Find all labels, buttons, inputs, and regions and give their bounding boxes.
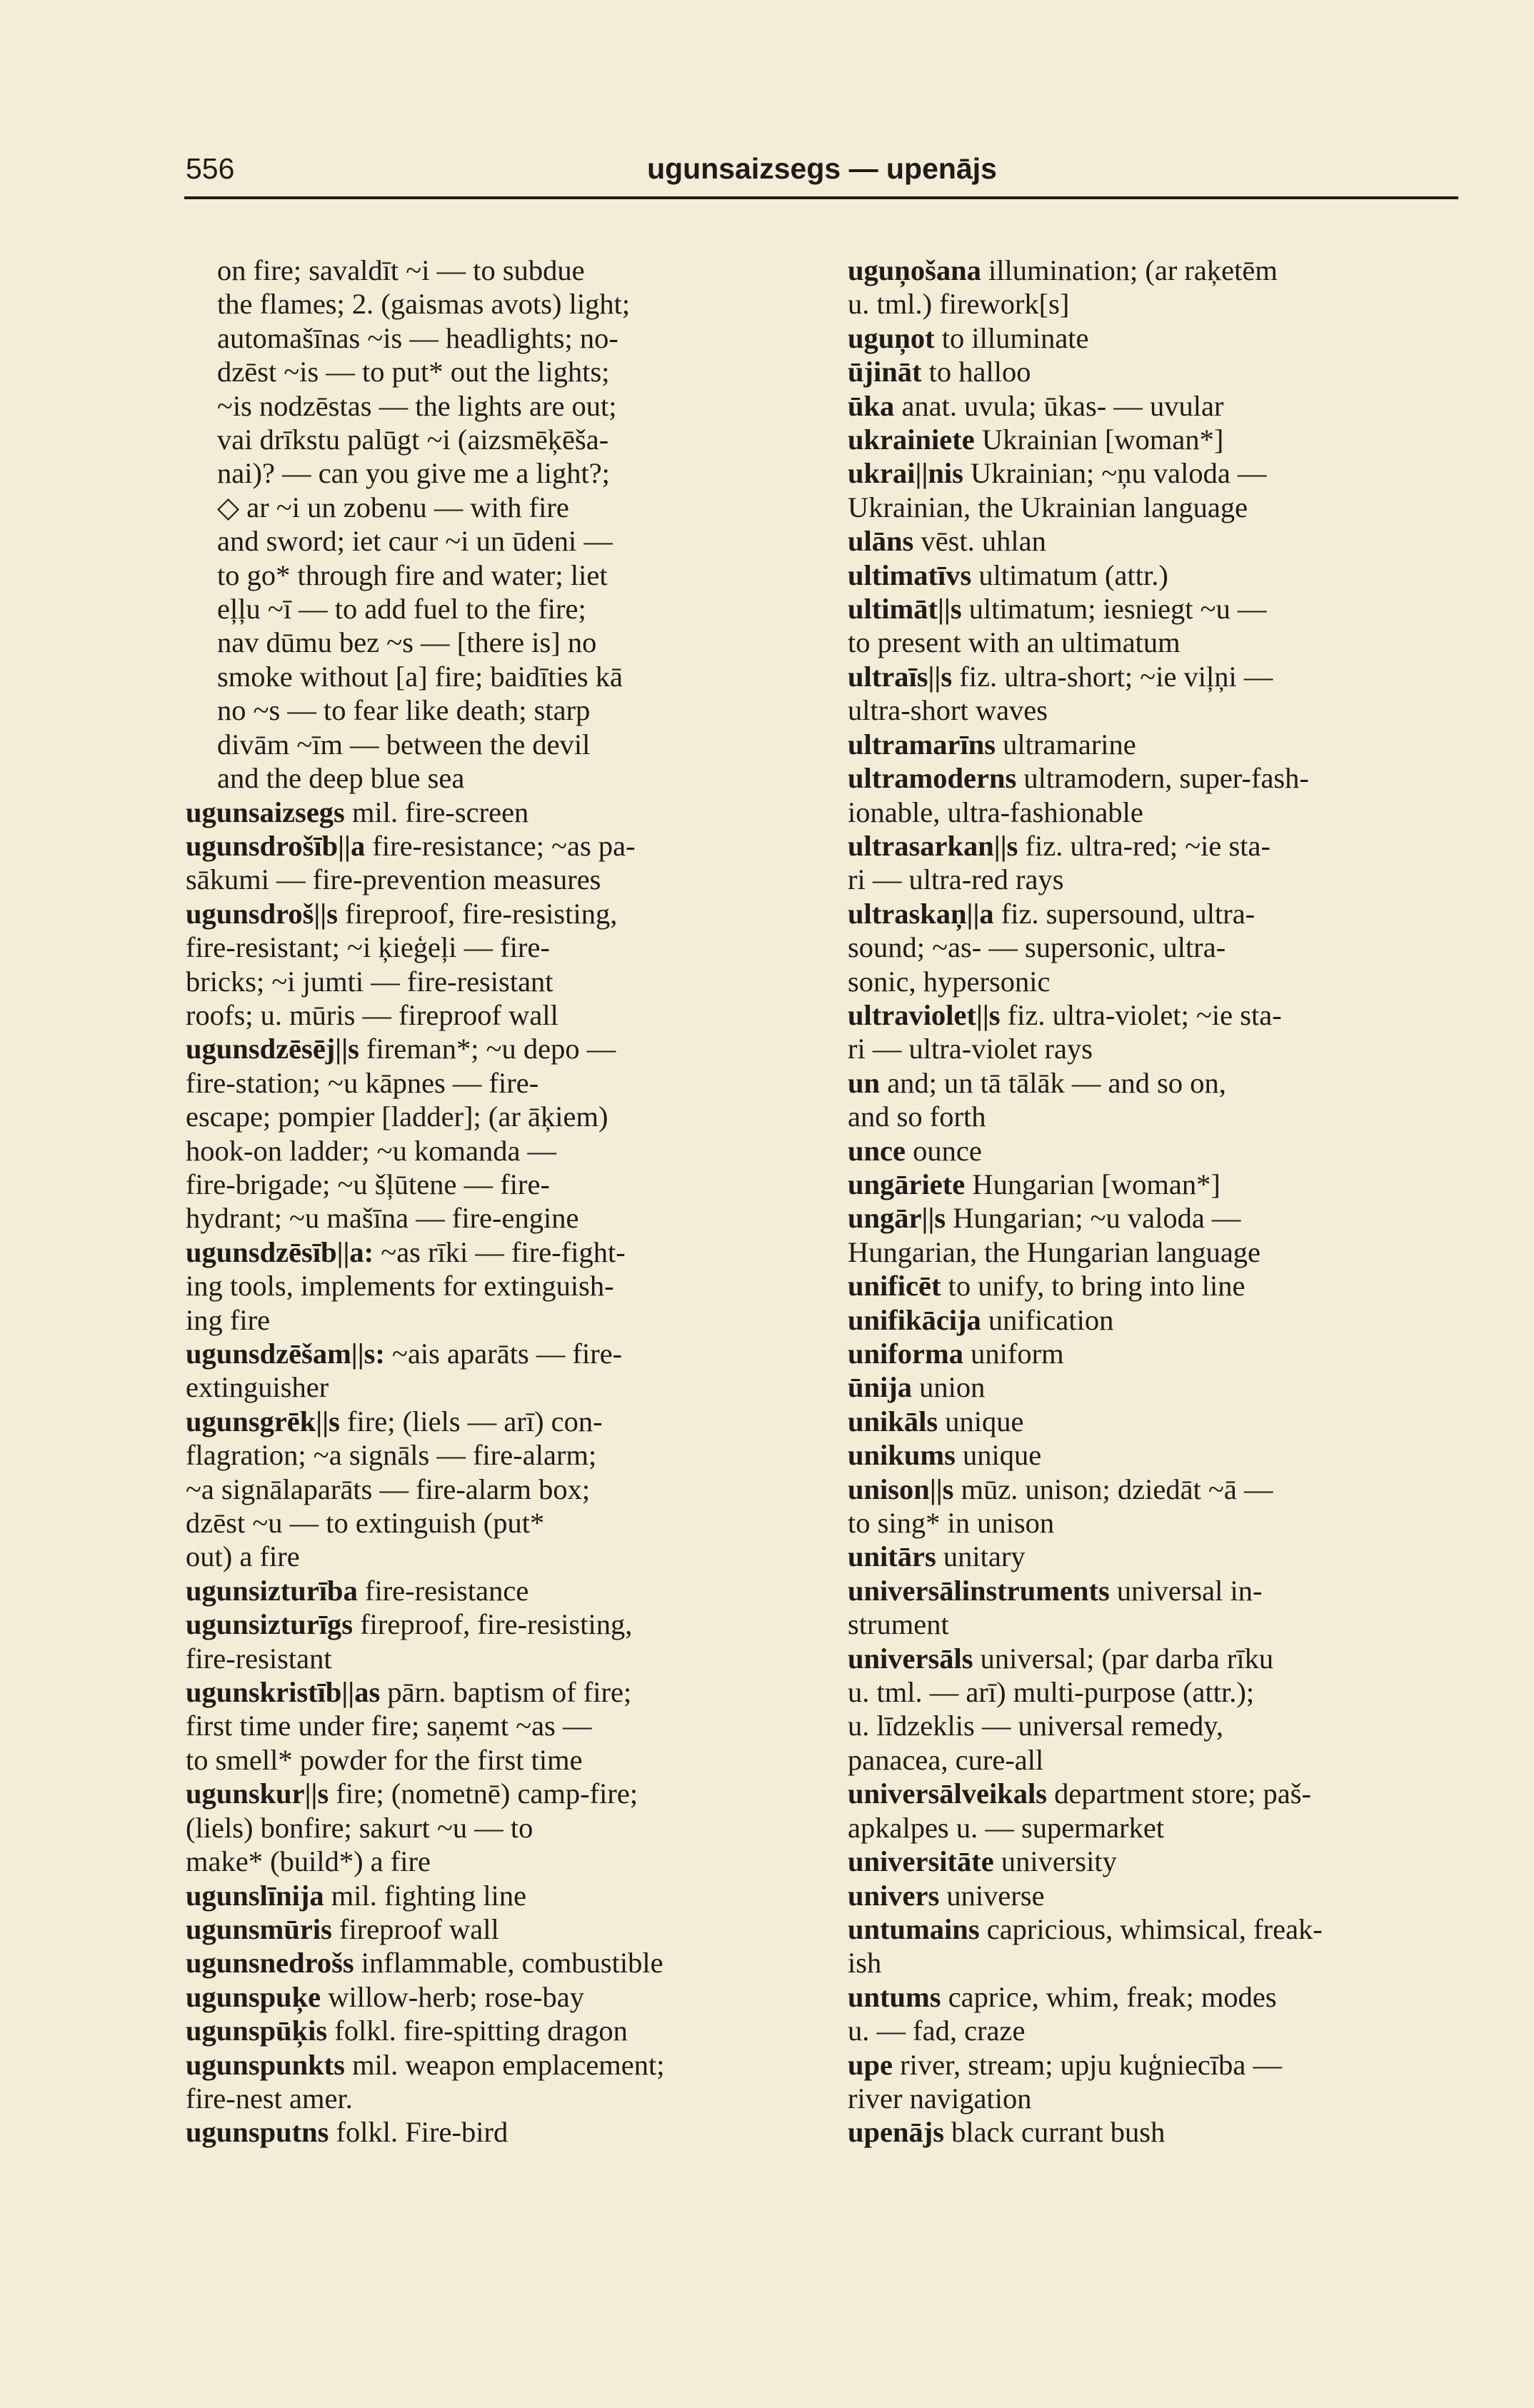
entry-line: sound; ~as- — supersonic, ultra- <box>848 931 1226 964</box>
dictionary-entry <box>848 423 1465 456</box>
dictionary-entry <box>848 1168 1465 1201</box>
entry-line: flagration; ~a signāls — fire-alarm; <box>186 1439 597 1472</box>
definition-text: mil. fighting line <box>331 1879 527 1912</box>
entry-line: (liels) bonfire; sakurt ~u — to <box>186 1811 533 1844</box>
entry-line <box>848 1303 1465 1337</box>
dictionary-entry <box>848 524 1465 558</box>
entry-line <box>848 423 1465 456</box>
definition-text: Hungarian; ~u valoda — <box>953 1202 1241 1235</box>
entry-line <box>186 1337 800 1370</box>
entry-line: sākumi — fire-prevention measures <box>186 863 601 896</box>
headword: universālinstruments <box>848 1574 1110 1607</box>
entry-line <box>186 1032 800 1065</box>
entry-line <box>848 998 1465 1032</box>
definition-text: fiz. ultra-short; ~ie viļņi — <box>959 660 1273 693</box>
headword: ugunsaizsegs <box>186 796 345 828</box>
entry-line: first time under fire; saņemt ~as — <box>186 1710 592 1742</box>
definition-text: ~ais aparāts — fire- <box>392 1338 623 1370</box>
dictionary-entry <box>186 1912 800 1946</box>
dictionary-entry <box>186 254 800 796</box>
entry-line <box>848 1777 1465 1810</box>
dictionary-entry <box>186 2048 800 2116</box>
dictionary-entry <box>848 321 1465 355</box>
headword: ungār||s <box>848 1202 946 1235</box>
entry-line <box>848 1168 1465 1201</box>
headword: ultrasarkan||s <box>848 829 1018 862</box>
entry-line <box>848 897 1465 930</box>
headword: unce <box>848 1134 906 1167</box>
headword: ungāriete <box>848 1168 966 1200</box>
dictionary-entry <box>186 1235 800 1337</box>
definition-text: uniform <box>971 1338 1064 1370</box>
dictionary-entry <box>848 254 1465 321</box>
definition-text: department store; paš- <box>1054 1777 1312 1810</box>
entry-line: divām ~īm — between the devil <box>217 728 591 761</box>
dictionary-entry <box>848 1473 1465 1540</box>
entry-line: and the deep blue sea <box>217 762 465 795</box>
entry-line: fire-resistant; ~i ķieģeļi — fire- <box>186 931 550 964</box>
entry-line <box>186 1675 800 1709</box>
definition-text: union <box>919 1371 986 1404</box>
entry-line <box>848 355 1465 388</box>
definition-text: to illuminate <box>941 321 1089 354</box>
dictionary-entry <box>848 829 1465 897</box>
entry-line <box>848 2115 1465 2149</box>
definition-text: caprice, whim, freak; modes <box>948 1980 1277 2013</box>
entry-line: to sing* in unison <box>848 1507 1055 1540</box>
dictionary-entry <box>848 1370 1465 1404</box>
entry-line: to present with an ultimatum <box>848 626 1180 659</box>
definition-text: unique <box>962 1439 1042 1472</box>
entry-line <box>848 1574 1465 1607</box>
definition-text: fire; (nometnē) camp-fire; <box>336 1777 638 1810</box>
right-column <box>848 254 1465 2149</box>
entry-line <box>186 1980 800 2014</box>
dictionary-entry <box>848 1066 1465 1134</box>
entry-line: roofs; u. mūris — fireproof wall <box>186 998 558 1031</box>
entry-line: on fire; savaldīt ~i — to subdue <box>217 254 585 286</box>
entry-line: the flames; 2. (gaismas avots) light; <box>217 288 631 321</box>
headword: ugunsizturība <box>186 1574 358 1607</box>
entry-line <box>848 321 1465 355</box>
dictionary-entry <box>186 1879 800 1912</box>
dictionary-entry <box>848 1980 1465 2048</box>
entry-line: bricks; ~i jumti — fire-resistant <box>186 965 553 998</box>
entry-line <box>848 1066 1465 1100</box>
entry-line: ~a signālaparāts — fire-alarm box; <box>186 1473 591 1505</box>
dictionary-entry <box>186 897 800 1033</box>
definition-text: folkl. Fire-bird <box>336 2116 508 2149</box>
definition-text: fireproof, fire-resisting, <box>360 1608 633 1641</box>
definition-text: ultimatum (attr.) <box>978 558 1168 591</box>
entry-line <box>186 1235 800 1269</box>
dictionary-entry <box>848 1134 1465 1168</box>
dictionary-entry <box>186 1675 800 1777</box>
entry-line <box>848 456 1465 490</box>
definition-text: to halloo <box>928 356 1031 388</box>
dictionary-entry <box>848 1912 1465 1980</box>
left-column <box>186 254 800 2149</box>
entry-line: automašīnas ~is — headlights; no- <box>217 321 618 354</box>
headword: ultimatīvs <box>848 558 972 591</box>
entry-line <box>848 2048 1465 2082</box>
entry-line: make* (build*) a fire <box>186 1845 431 1878</box>
headword: ultramarīns <box>848 728 996 761</box>
entry-line: ~is nodzēstas — the lights are out; <box>217 389 617 422</box>
definition-text: Ukrainian; ~ņu valoda — <box>971 457 1267 490</box>
entry-line <box>848 389 1465 423</box>
definition-text: ounce <box>913 1134 982 1167</box>
definition-text: fire; (liels — arī) con- <box>347 1405 603 1438</box>
definition-text: pārn. baptism of fire; <box>387 1676 632 1709</box>
dictionary-entry <box>848 1337 1465 1370</box>
headword: unikāls <box>848 1405 938 1438</box>
entry-line: Ukrainian, the Ukrainian language <box>848 491 1248 523</box>
entry-line: vai drīkstu palūgt ~i (aizsmēķēša- <box>217 423 609 456</box>
definition-text: fire-resistance <box>364 1574 529 1607</box>
definition-text: unification <box>988 1303 1114 1336</box>
headword: ultraīs||s <box>848 660 953 693</box>
entry-line: no ~s — to fear like death; starp <box>217 694 591 727</box>
entry-line: u. līdzeklis — universal remedy, <box>848 1710 1223 1742</box>
headword: uniforma <box>848 1338 963 1370</box>
dictionary-entry <box>848 761 1465 829</box>
definition-text: fiz. ultra-red; ~ie sta- <box>1025 829 1270 862</box>
headword: unitārs <box>848 1540 936 1573</box>
headword: ukrainiete <box>848 423 975 456</box>
definition-text: fiz. supersound, ultra- <box>1001 897 1255 930</box>
headword: univers <box>848 1879 940 1912</box>
dictionary-entry <box>848 1879 1465 1912</box>
entry-line: Hungarian, the Hungarian language <box>848 1235 1261 1268</box>
dictionary-entry <box>848 355 1465 388</box>
headword: untums <box>848 1980 941 2013</box>
entry-line <box>848 660 1465 693</box>
definition-text: fireproof, fire-resisting, <box>345 897 618 930</box>
dictionary-entry <box>848 1574 1465 1642</box>
entry-line <box>186 897 800 930</box>
entry-line <box>848 558 1465 592</box>
entry-line: and sword; iet caur ~i un ūdeni — <box>217 525 613 558</box>
entry-line: ri — ultra-red rays <box>848 863 1064 896</box>
entry-line: fire-resistant <box>186 1642 332 1675</box>
entry-line <box>186 1607 800 1641</box>
dictionary-entry <box>848 1269 1465 1303</box>
dictionary-entry <box>848 1405 1465 1438</box>
entry-line: dzēst ~u — to extinguish (put* <box>186 1507 545 1540</box>
headword: ultraskaņ||a <box>848 897 994 930</box>
entry-line <box>848 829 1465 863</box>
entry-line: ing fire <box>186 1303 271 1336</box>
dictionary-entry <box>848 2048 1465 2116</box>
running-head: ugunsaizsegs — upenājs <box>647 152 997 185</box>
entry-line <box>848 761 1465 795</box>
entry-line: sonic, hypersonic <box>848 965 1051 998</box>
dictionary-entry <box>848 728 1465 761</box>
entry-line <box>186 2014 800 2047</box>
definition-text: mūz. unison; dziedāt ~ā — <box>961 1473 1273 1505</box>
definition-text: universal; (par darba rīku <box>980 1642 1274 1675</box>
dictionary-entry <box>186 1032 800 1235</box>
headword: unikums <box>848 1439 956 1472</box>
entry-line <box>186 1879 800 1912</box>
headword: universāls <box>848 1642 973 1675</box>
entry-line <box>848 524 1465 558</box>
entry-line: ultra-short waves <box>848 694 1048 727</box>
dictionary-entry <box>186 1777 800 1878</box>
entry-line: fire-brigade; ~u šļūtene — fire- <box>186 1168 550 1200</box>
headword: ugunsdrošīb||a <box>186 829 366 862</box>
entry-line: extinguisher <box>186 1371 329 1404</box>
dictionary-entry <box>186 2014 800 2047</box>
entry-line <box>186 829 800 863</box>
headword: ūjināt <box>848 356 922 388</box>
headword: uguņošana <box>848 254 981 286</box>
dictionary-entry <box>848 1303 1465 1337</box>
headword: ugunspunkts <box>186 2048 345 2081</box>
entry-line: strument <box>848 1608 949 1641</box>
entry-line: ing tools, implements for extinguish- <box>186 1270 614 1303</box>
headword: ugunsizturīgs <box>186 1608 354 1641</box>
entry-line <box>848 1405 1465 1438</box>
headword: uguņot <box>848 321 935 354</box>
definition-text: folkl. fire-spitting dragon <box>334 2015 628 2047</box>
entry-line <box>186 2048 800 2082</box>
headword: ugunskur||s <box>186 1777 329 1810</box>
dictionary-entry <box>848 389 1465 423</box>
entry-line <box>848 1370 1465 1404</box>
dictionary-entry <box>186 1337 800 1405</box>
page-header <box>186 146 1458 195</box>
dictionary-entry <box>186 1607 800 1675</box>
definition-text: university <box>1001 1845 1117 1878</box>
entry-line <box>186 1946 800 1980</box>
dictionary-entry <box>186 829 800 897</box>
definition-text: unitary <box>943 1540 1026 1573</box>
headword: ultraviolet||s <box>848 998 1001 1031</box>
dictionary-entry <box>848 998 1465 1066</box>
definition-text: black currant bush <box>951 2116 1165 2149</box>
entry-line <box>848 1879 1465 1912</box>
definition-text: mil. weapon emplacement; <box>352 2048 665 2081</box>
headword: unifikācija <box>848 1303 981 1336</box>
dictionary-entry <box>186 1405 800 1574</box>
entry-line <box>186 1405 800 1438</box>
entry-line: apkalpes u. — supermarket <box>848 1811 1165 1844</box>
headword: ugunsmūris <box>186 1912 332 1945</box>
entry-line: u. — fad, craze <box>848 2015 1026 2047</box>
headword: ugunsdzēšam||s: <box>186 1338 385 1370</box>
definition-text: unique <box>945 1405 1024 1438</box>
entry-line <box>848 1201 1465 1235</box>
definition-text: universe <box>946 1879 1045 1912</box>
entry-line <box>848 1642 1465 1675</box>
entry-line: river navigation <box>848 2082 1032 2114</box>
definition-text: ultramarine <box>1003 728 1136 761</box>
dictionary-entry <box>848 558 1465 592</box>
dictionary-entry <box>848 1201 1465 1269</box>
header-rule <box>184 196 1458 199</box>
entry-line: hook-on ladder; ~u komanda — <box>186 1134 557 1167</box>
headword: ugunspūķis <box>186 2015 328 2047</box>
definition-text: willow-herb; rose-bay <box>328 1980 585 2013</box>
entry-line: to smell* powder for the first time <box>186 1743 583 1776</box>
headword: untumains <box>848 1912 980 1945</box>
entry-line: u. tml. — arī) multi-purpose (attr.); <box>848 1676 1255 1709</box>
entry-line <box>848 1540 1465 1573</box>
entry-line <box>848 1134 1465 1168</box>
headword: ukrai||nis <box>848 457 963 490</box>
entry-line <box>186 2115 800 2149</box>
dictionary-entry <box>186 1980 800 2014</box>
headword: ugunsdroš||s <box>186 897 338 930</box>
dictionary-entry <box>848 1845 1465 1878</box>
definition-text: to unify, to bring into line <box>948 1270 1245 1303</box>
dictionary-entry <box>848 897 1465 998</box>
dictionary-entry <box>848 1642 1465 1777</box>
dictionary-entry <box>848 1777 1465 1845</box>
entry-line: nai)? — can you give me a light?; <box>217 457 610 490</box>
entry-line: ri — ultra-violet rays <box>848 1033 1093 1065</box>
entry-line <box>186 1574 800 1607</box>
definition-text: anat. uvula; ūkas- — uvular <box>901 389 1224 422</box>
entry-line <box>848 1438 1465 1472</box>
dictionary-entry <box>186 796 800 829</box>
entry-line: smoke without [a] fire; baidīties kā <box>217 660 623 693</box>
entry-line: to go* through fire and water; liet <box>217 558 608 591</box>
entry-line: dzēst ~is — to put* out the lights; <box>217 356 610 388</box>
headword: universālveikals <box>848 1777 1048 1810</box>
headword: un <box>848 1066 881 1099</box>
dictionary-entry <box>186 2115 800 2149</box>
headword: upenājs <box>848 2116 945 2149</box>
definition-text: Hungarian [woman*] <box>972 1168 1220 1200</box>
dictionary-entry <box>848 2115 1465 2149</box>
entry-line: u. tml.) firework[s] <box>848 288 1070 321</box>
headword: ugunskristīb||as <box>186 1676 381 1709</box>
headword: ugunsgrēk||s <box>186 1405 340 1438</box>
headword: ūka <box>848 389 895 422</box>
entry-line: ionable, ultra-fashionable <box>848 796 1143 828</box>
entry-line <box>848 1845 1465 1878</box>
definition-text: ultimatum; iesniegt ~u — <box>968 593 1267 626</box>
entry-line <box>186 1912 800 1946</box>
definition-text: ~as rīki — fire-fight- <box>381 1235 626 1268</box>
dictionary-entry <box>186 1946 800 1980</box>
entry-line <box>848 1473 1465 1506</box>
headword: ultramoderns <box>848 762 1017 795</box>
entry-line <box>186 796 800 829</box>
entry-line <box>186 1777 800 1810</box>
headword: ugunsdzēsēj||s <box>186 1033 359 1065</box>
definition-text: mil. fire-screen <box>351 796 529 828</box>
entry-line: and so forth <box>848 1100 986 1133</box>
definition-text: vēst. uhlan <box>921 525 1046 558</box>
headword: upe <box>848 2048 893 2081</box>
headword: ugunspuķe <box>186 1980 321 2013</box>
headword: ugunsdzēsīb||a: <box>186 1235 374 1268</box>
headword: unison||s <box>848 1473 954 1505</box>
entry-line: eļļu ~ī — to add fuel to the fire; <box>217 593 586 626</box>
entry-line: out) a fire <box>186 1540 300 1573</box>
dictionary-entry <box>848 1540 1465 1573</box>
definition-text: capricious, whimsical, freak- <box>986 1912 1323 1945</box>
dictionary-entry <box>848 592 1465 660</box>
headword: ugunslīnija <box>186 1879 324 1912</box>
definition-text: fireproof wall <box>339 1912 499 1945</box>
headword: ultimāt||s <box>848 593 962 626</box>
entry-line <box>848 1980 1465 2014</box>
entry-line: panacea, cure-all <box>848 1743 1044 1776</box>
entry-line <box>848 1337 1465 1370</box>
headword: ūnija <box>848 1371 913 1404</box>
headword: ugunsputns <box>186 2116 329 2149</box>
definition-text: inflammable, combustible <box>361 1947 663 1980</box>
headword: unificēt <box>848 1270 941 1303</box>
definition-text: illumination; (ar raķetēm <box>988 254 1278 286</box>
headword: ugunsnedrošs <box>186 1947 354 1980</box>
definition-text: ultramodern, super-fash- <box>1023 762 1309 795</box>
dictionary-entry <box>848 1438 1465 1472</box>
entry-line <box>848 1912 1465 1946</box>
headword: ulāns <box>848 525 914 558</box>
dictionary-entry <box>186 1574 800 1607</box>
entry-line <box>848 254 1465 287</box>
entry-line <box>848 728 1465 761</box>
definition-text: river, stream; upju kuģniecība — <box>900 2048 1283 2081</box>
definition-text: fireman*; ~u depo — <box>366 1033 616 1065</box>
definition-text: fire-resistance; ~as pa- <box>372 829 636 862</box>
dictionary-entry <box>848 456 1465 524</box>
entry-line <box>848 1269 1465 1303</box>
entry-line: escape; pompier [ladder]; (ar āķiem) <box>186 1100 608 1133</box>
definition-text: and; un tā tālāk — and so on, <box>887 1066 1226 1099</box>
definition-text: universal in- <box>1116 1574 1263 1607</box>
dictionary-entry <box>848 660 1465 728</box>
entry-line: ◇ ar ~i un zobenu — with fire <box>217 491 569 523</box>
entry-line: hydrant; ~u mašīna — fire-engine <box>186 1202 579 1235</box>
entry-line: nav dūmu bez ~s — [there is] no <box>217 626 597 659</box>
definition-text: Ukrainian [woman*] <box>981 423 1224 456</box>
entry-line: fire-station; ~u kāpnes — fire- <box>186 1066 539 1099</box>
entry-line <box>848 592 1465 626</box>
entry-line: fire-nest amer. <box>186 2082 353 2114</box>
definition-text: fiz. ultra-violet; ~ie sta- <box>1007 998 1282 1031</box>
page-number: 556 <box>186 152 235 185</box>
headword: universitāte <box>848 1845 994 1878</box>
entry-line: ish <box>848 1947 882 1980</box>
